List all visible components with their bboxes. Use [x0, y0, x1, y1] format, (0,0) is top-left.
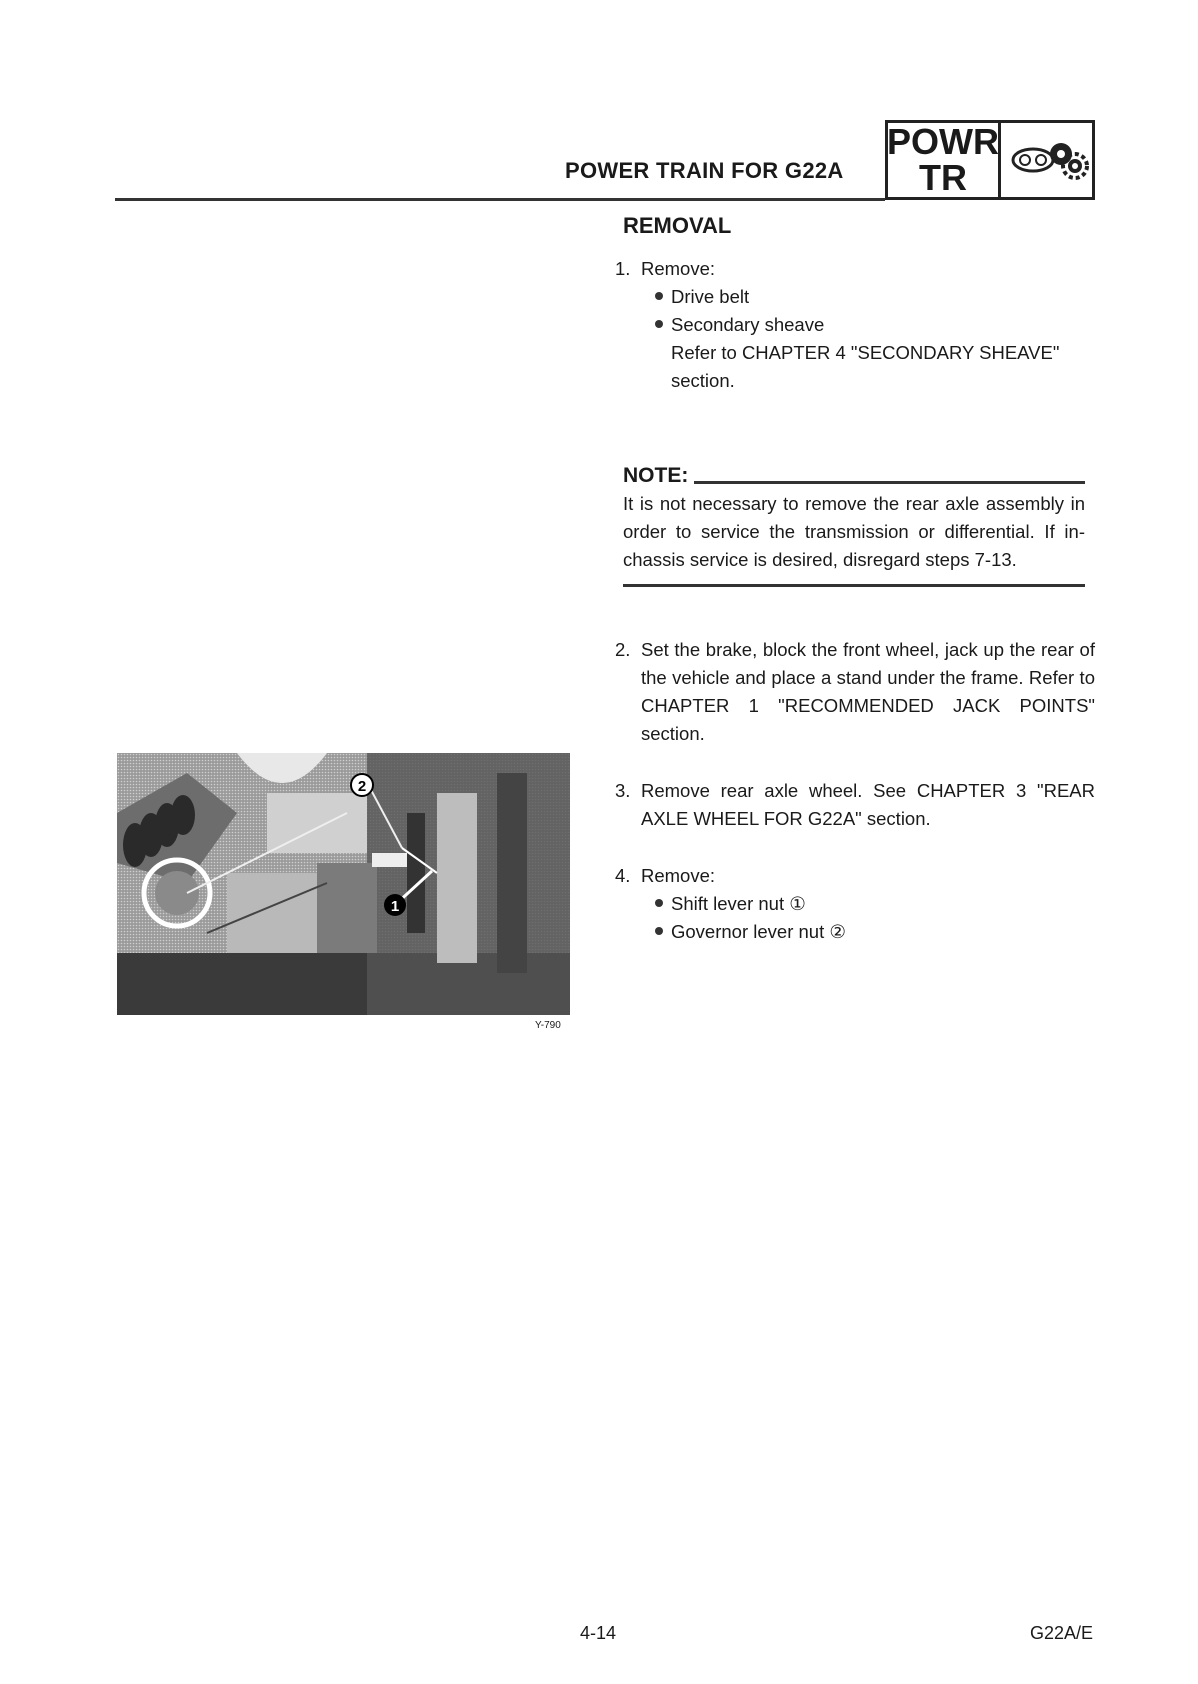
- photo-code: Y-790: [535, 1020, 561, 1031]
- note-text: It is not necessary to remove the rear axle assembly in order to service the transmission or differential. If in-chassis service is desired, disregard steps 7-13.: [623, 493, 1085, 570]
- callout-1: 1: [390, 898, 400, 915]
- bullet-icon: [655, 320, 663, 328]
- page-title: POWER TRAIN FOR G22A: [565, 158, 844, 183]
- header-rule: [115, 198, 885, 201]
- note-label: NOTE:: [623, 464, 689, 487]
- list-item-text: Drive belt: [671, 286, 750, 307]
- bullet-icon: [655, 899, 663, 907]
- gear-train-icon: [1001, 123, 1092, 197]
- list-item: [655, 890, 1095, 918]
- bullet-icon: [655, 927, 663, 935]
- step-number: 4.: [615, 865, 631, 886]
- note-rule: [694, 481, 1085, 484]
- step-number: 1.: [615, 258, 631, 279]
- list-item: [655, 283, 1095, 311]
- step-2: [615, 636, 1095, 748]
- badge-line-1: POWR: [887, 121, 999, 162]
- step-4: [615, 862, 1095, 946]
- engine-photo: [117, 753, 570, 1015]
- list-item-text: Shift lever nut ①: [671, 893, 806, 914]
- section-badge: [885, 120, 1095, 200]
- list-item-text: Secondary sheave: [671, 314, 825, 335]
- list-item: [655, 311, 1095, 339]
- step-number: 3.: [615, 780, 631, 801]
- step-text: Set the brake, block the front wheel, jack up the rear of the vehicle and place a stand under the frame. Refer to CHAPTER 1 "RECOMMENDED JACK POINTS" section.: [641, 639, 1095, 744]
- list-item: [655, 918, 1095, 946]
- step-3: [615, 777, 1095, 833]
- section-title: REMOVAL: [623, 213, 732, 238]
- step-1: [615, 255, 1095, 395]
- badge-text: [888, 123, 1001, 197]
- step-text: Remove:: [641, 865, 716, 886]
- model-code: G22A/E: [1030, 1623, 1094, 1643]
- step-text: Remove rear axle wheel. See CHAPTER 3 "REAR AXLE WHEEL FOR G22A" section.: [641, 780, 1095, 829]
- note-bottom-rule: [623, 584, 1085, 587]
- reference-line-1: Refer to CHAPTER 4 "SECONDARY SHEAVE": [671, 342, 1060, 363]
- badge-line-2: TR: [919, 157, 967, 198]
- note-box: [623, 462, 1085, 587]
- callout-2: 2: [357, 778, 367, 795]
- page-number: 4-14: [580, 1623, 617, 1643]
- step-text: Remove:: [641, 258, 716, 279]
- list-item-text: Governor lever nut ②: [671, 921, 846, 942]
- step-number: 2.: [615, 639, 631, 660]
- reference-line-2: section.: [671, 370, 735, 391]
- bullet-icon: [655, 292, 663, 300]
